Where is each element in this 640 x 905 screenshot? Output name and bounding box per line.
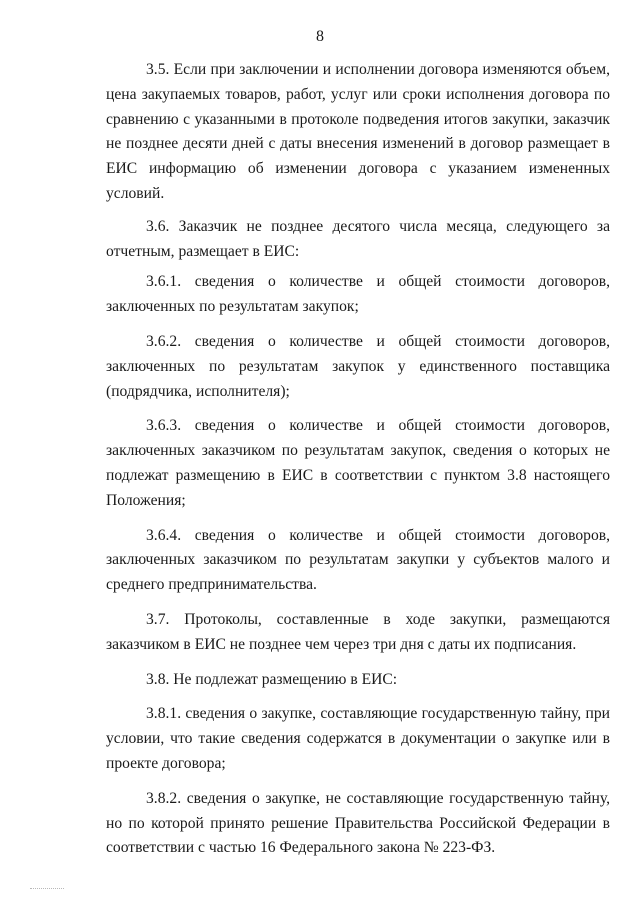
scan-artifact [30,888,64,891]
paragraph-3-8-1: 3.8.1. сведения о закупке, составляющие государственную тайну, при условии, что такие сведения содержатся в документации о закупке или в проекте договора; [106,705,610,772]
paragraph-3-8-2: 3.8.2. сведения о закупке, не составляющие государственную тайну, но по которой принято решение Правительства Российской Федерации в соответствии с частью 16 Федерального закона № 223-ФЗ. [106,789,610,857]
paragraph-3-6-2: 3.6.2. сведения о количестве и общей стоимости договоров, заключенных по результатам закупок у единственного поставщика (подрядчика, исполнителя); [106,332,610,400]
paragraph-3-6: 3.6. Заказчик не позднее десятого числа месяца, следующего за отчетным, размещает в ЕИС: [106,217,610,260]
paragraph-3-8: 3.8. Не подлежат размещению в ЕИС: [146,670,398,688]
paragraph-3-5: 3.5. Если при заключении и исполнении договора изменяются объем, цена закупаемых товаров, работ, услуг или сроки исполнения договора по сравнению с указанными в протоколе подведения итогов закупки, заказчик не позднее десяти дней с даты внесения изменений в договор размещает в ЕИС информацию об изменении договора с указанием измененных условий. [106,61,610,202]
document-body [106,58,610,869]
paragraph-3-6-4: 3.6.4. сведения о количестве и общей стоимости договоров, заключенных заказчиком по результатам закупки у субъектов малого и среднего предпринимательства. [106,526,610,594]
paragraph-3-6-1: 3.6.1. сведения о количестве и общей стоимости договоров, заключенных по результатам закупок; [106,273,610,316]
page-number: 8 [316,28,324,45]
paragraph-3-7: 3.7. Протоколы, составленные в ходе закупки, размещаются заказчиком в ЕИС не позднее чем через три дня с даты их подписания. [106,610,610,653]
paragraph-3-6-3: 3.6.3. сведения о количестве и общей стоимости договоров, заключенных заказчиком по результатам закупок, сведения о которых не подлежат размещению в ЕИС в соответствии с пунктом 3.8 настоящего Положения; [106,417,610,509]
